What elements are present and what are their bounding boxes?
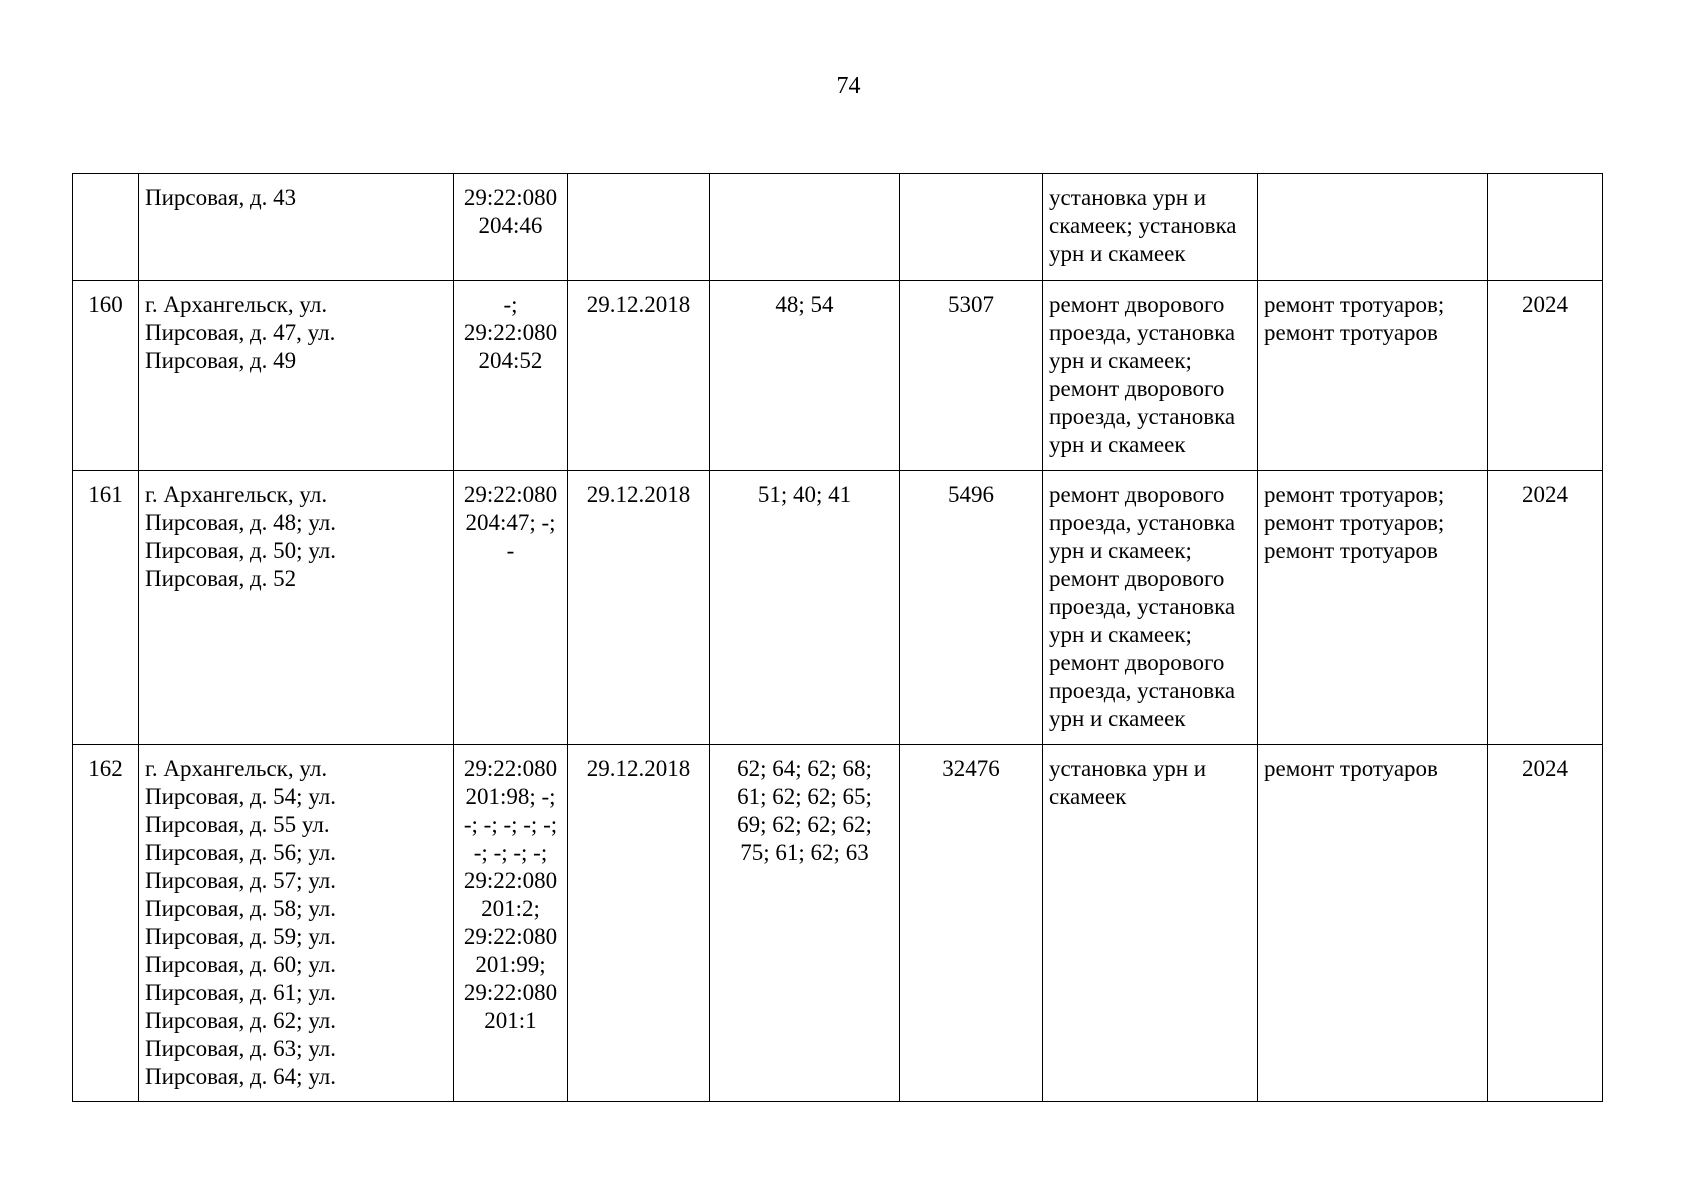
- floors-cell: 62; 64; 62; 68; 61; 62; 62; 65; 69; 62; 62; 62; 75; 61; 62; 63: [710, 745, 900, 1102]
- table-row: [73, 281, 1603, 471]
- works-cell: ремонт дворового проезда, установка урн и скамеек; ремонт дворового проезда, установка урн и скамеек; ремонт дворового проезда, установка урн и скамеек: [1043, 471, 1258, 745]
- floors-cell: [710, 174, 900, 281]
- additional-works-cell: ремонт тротуаров; ремонт тротуаров; ремонт тротуаров: [1258, 471, 1488, 745]
- improvement-table: [72, 173, 1603, 1102]
- row-number-cell: 162: [73, 745, 139, 1102]
- table-row: [73, 745, 1603, 1102]
- cadastral-number-cell: 29:22:080 201:98; -; -; -; -; -; -; -; -; -; -; 29:22:080 201:2; 29:22:080 201:99; 29:22:080 201:1: [454, 745, 568, 1102]
- date-cell: 29.12.2018: [568, 281, 710, 471]
- cadastral-number-cell: 29:22:080 204:47; -; -: [454, 471, 568, 745]
- address-cell: г. Архангельск, ул. Пирсовая, д. 47, ул. Пирсовая, д. 49: [139, 281, 454, 471]
- cadastral-number-cell: 29:22:080 204:46: [454, 174, 568, 281]
- date-cell: 29.12.2018: [568, 471, 710, 745]
- area-cell: 5496: [900, 471, 1043, 745]
- works-cell: установка урн и скамеек: [1043, 745, 1258, 1102]
- floors-cell: 51; 40; 41: [710, 471, 900, 745]
- row-number-cell: [73, 174, 139, 281]
- area-cell: 5307: [900, 281, 1043, 471]
- date-cell: [568, 174, 710, 281]
- works-cell: ремонт дворового проезда, установка урн и скамеек; ремонт дворового проезда, установка урн и скамеек: [1043, 281, 1258, 471]
- area-cell: 32476: [900, 745, 1043, 1102]
- year-cell: 2024: [1488, 745, 1603, 1102]
- year-cell: [1488, 174, 1603, 281]
- row-number-cell: 161: [73, 471, 139, 745]
- page-number: 74: [836, 73, 861, 99]
- address-cell: Пирсовая, д. 43: [139, 174, 454, 281]
- additional-works-cell: [1258, 174, 1488, 281]
- works-cell: установка урн и скамеек; установка урн и скамеек: [1043, 174, 1258, 281]
- address-cell: г. Архангельск, ул. Пирсовая, д. 48; ул. Пирсовая, д. 50; ул. Пирсовая, д. 52: [139, 471, 454, 745]
- table-row: [73, 174, 1603, 281]
- row-number-cell: 160: [73, 281, 139, 471]
- cadastral-number-cell: -; 29:22:080 204:52: [454, 281, 568, 471]
- year-cell: 2024: [1488, 281, 1603, 471]
- address-cell: г. Архангельск, ул. Пирсовая, д. 54; ул. Пирсовая, д. 55 ул. Пирсовая, д. 56; ул. Пирсовая, д. 57; ул. Пирсовая, д. 58; ул. Пирсовая, д. 59; ул. Пирсовая, д. 60; ул. Пирсовая, д. 61; ул. Пирсовая, д. 62; ул. Пирсовая, д. 63; ул. Пирсовая, д. 64; ул.: [139, 745, 454, 1102]
- additional-works-cell: ремонт тротуаров: [1258, 745, 1488, 1102]
- area-cell: [900, 174, 1043, 281]
- table-row: [73, 471, 1603, 745]
- year-cell: 2024: [1488, 471, 1603, 745]
- additional-works-cell: ремонт тротуаров; ремонт тротуаров: [1258, 281, 1488, 471]
- floors-cell: 48; 54: [710, 281, 900, 471]
- date-cell: 29.12.2018: [568, 745, 710, 1102]
